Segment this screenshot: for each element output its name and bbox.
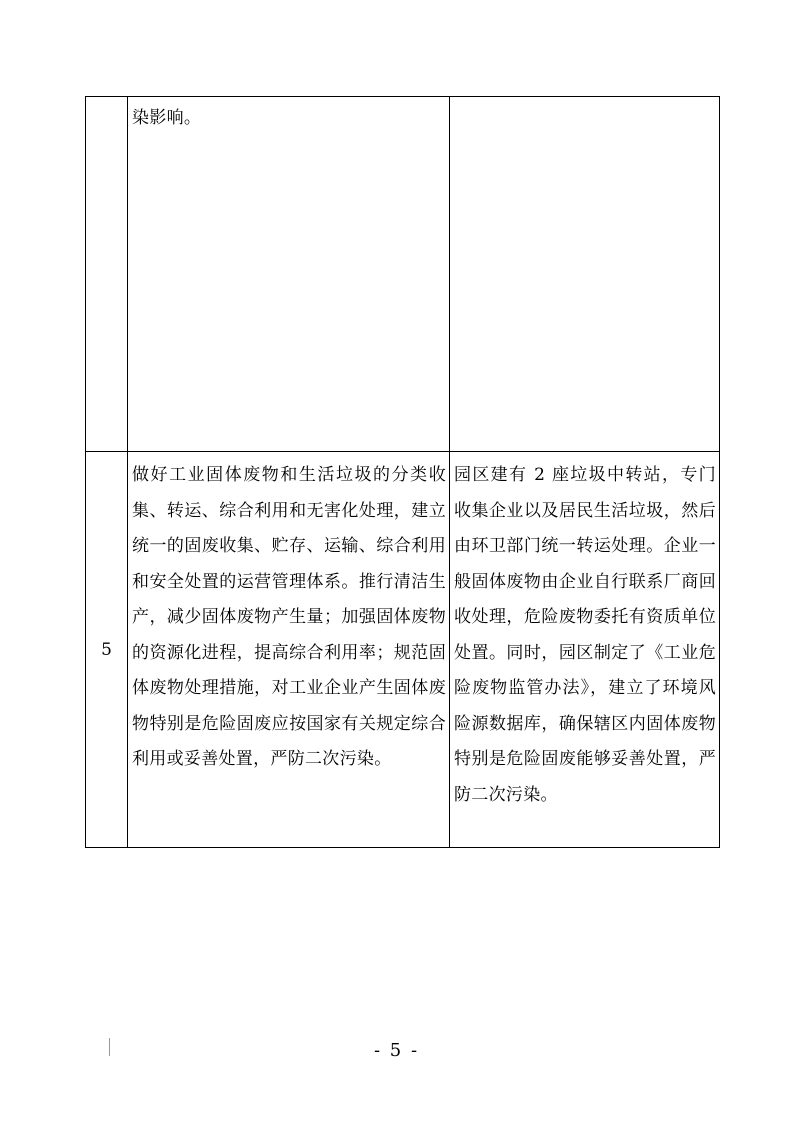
table-row <box>86 452 720 848</box>
requirement-text: 染影响。 <box>132 108 202 128</box>
requirement-text: 做好工业固体废物和生活垃圾的分类收集、转运、综合利用和无害化处理，建立统一的固废收集、贮存、运输、综合利用和安全处置的运营管理体系。推行清洁生产，减少固体废物产生量；加强固体废物的资源化进程，提高综合利用率；规范固体废物处理措施，对工业企业产生固体废物特别是危险固废应按国家有关规定综合利用或妥善处置，严防二次污染。 <box>132 465 446 769</box>
page-number: - 5 - <box>373 1040 420 1061</box>
implementation-text <box>450 97 719 101</box>
implementation-text: 园区建有 2 座垃圾中转站，专门收集企业以及居民生活垃圾，然后由环卫部门统一转运处理。企业一般固体废物由企业自行联系厂商回收处理，危险废物委托有资质单位处置。同时，园区制定了《工业危险废物监管办法》，建立了环境风险源数据库，确保辖区内固体废物特别是危险固废能够妥善处置，严防二次污染。 <box>454 465 716 805</box>
row-number-cell <box>86 97 128 452</box>
implementation-cell <box>450 97 720 452</box>
table-row <box>86 97 720 452</box>
row-number-cell: 5 <box>86 452 128 848</box>
requirement-cell <box>128 452 450 848</box>
comparison-table <box>85 96 720 848</box>
requirement-cell <box>128 97 450 452</box>
implementation-cell <box>450 452 720 848</box>
